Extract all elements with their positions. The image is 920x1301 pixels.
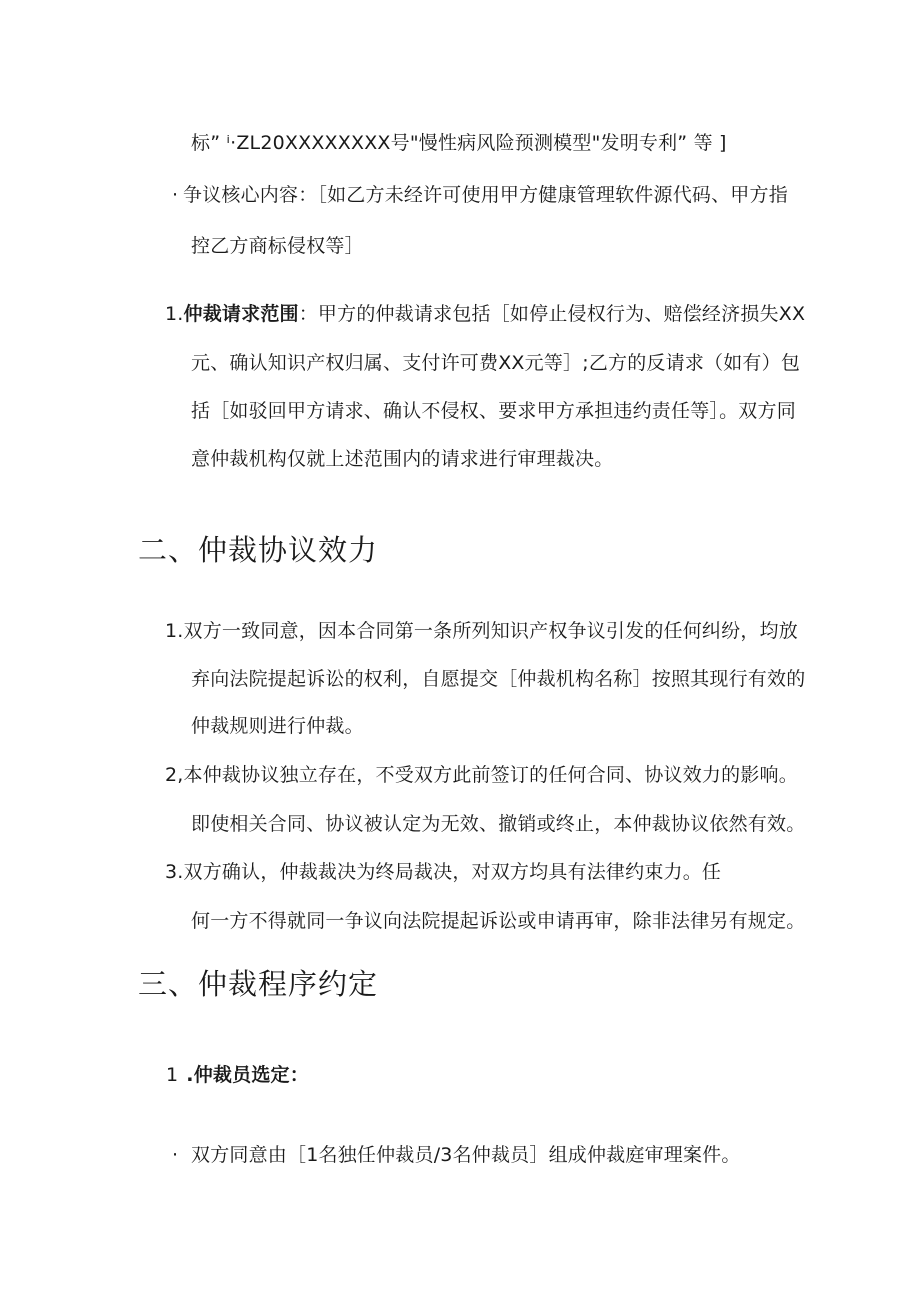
dispute-core-line-1: 争议核心内容：［如乙方未经许可使用甲方健康管理软件源代码、甲方指 — [183, 184, 788, 206]
claim-scope-text: ：甲方的仲裁请求包括［如停止侵权行为、赔偿经济损失XX — [298, 303, 806, 325]
section-2-heading: 二、仲裁协议效力 — [138, 533, 379, 567]
validity-item-1-line-3: 仲裁规则进行仲裁。 — [191, 715, 364, 737]
patent-reference-line: 标” ⁱ·ZL20XXXXXXXX号"慢性病风险预测模型"发明专利” 等 ] — [191, 132, 727, 154]
validity-item-2-line-2: 即使相关合同、协议被认定为无效、撤销或终止，本仲裁协议依然有效。 — [191, 813, 806, 835]
claim-scope-title: 仲裁请求范围 — [183, 303, 299, 325]
validity-item-1-line-1: 1.双方一致同意，因本合同第一条所列知识产权争议引发的任何纠纷，均放 — [165, 620, 798, 642]
validity-item-3-line-2: 何一方不得就同一争议向法院提起诉讼或申请再审，除非法律另有规定。 — [191, 910, 806, 932]
validity-item-2-line-1: 2,本仲裁协议独立存在，不受双方此前签订的任何合同、协议效力的影响。 — [165, 764, 798, 786]
arbitrator-selection-label: .仲裁员选定： — [186, 1064, 309, 1086]
claim-scope-line-1 — [165, 302, 805, 326]
claim-scope-line-4: 意仲裁机构仅就上述范围内的请求进行审理裁决。 — [191, 448, 614, 470]
dispute-core-line-2: 控乙方商标侵权等］ — [191, 235, 364, 257]
claim-scope-line-2: 元、确认知识产权归属、支付许可费XX元等］;乙方的反请求（如有）包 — [191, 352, 801, 374]
validity-item-1-line-2: 弃向法院提起诉讼的权利，自愿提交［仲裁机构名称］按照其现行有效的 — [191, 668, 806, 690]
dispute-core-bullet: · — [172, 184, 179, 206]
claim-scope-number: 1. — [165, 303, 184, 325]
arbitrator-panel-text: 双方同意由［1名独任仲裁员/3名仲裁员］组成仲裁庭审理案件。 — [191, 1144, 741, 1166]
arbitrator-selection-number: 1 — [166, 1064, 179, 1086]
validity-item-3-line-1: 3.双方确认，仲裁裁决为终局裁决，对双方均具有法律约束力。任 — [165, 861, 722, 883]
arbitrator-selection-title — [166, 1063, 309, 1087]
arbitrator-bullet: · — [172, 1144, 179, 1166]
section-3-heading: 三、仲裁程序约定 — [138, 967, 379, 1001]
claim-scope-line-3: 括［如驳回甲方请求、确认不侵权、要求甲方承担违约责任等］。双方同 — [191, 400, 796, 422]
